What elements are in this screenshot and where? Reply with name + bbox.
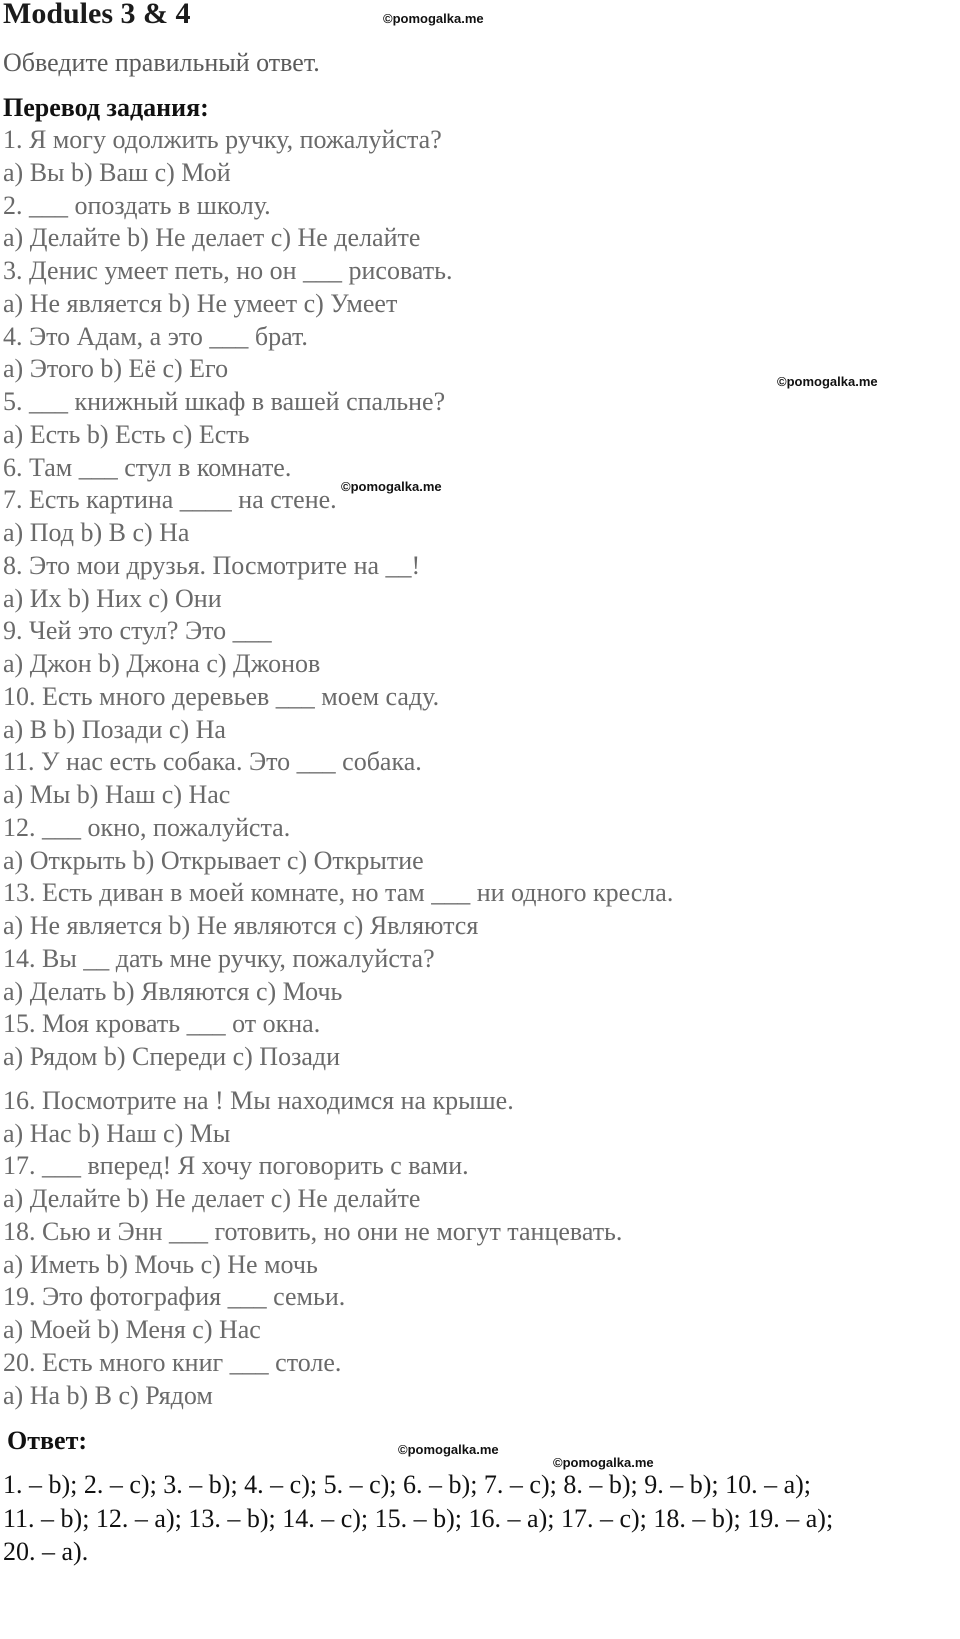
exercise-line: a) Открыть b) Открывает c) Открытие [3,846,424,875]
exercise-line: a) Их b) Них c) Они [3,584,222,613]
answer-heading: Ответ: [7,1426,88,1455]
exercise-line: 17. ___ вперед! Я хочу поговорить с вами. [3,1151,469,1180]
answer-line: 20. – a). [3,1537,89,1566]
exercise-line: 11. У нас есть собака. Это ___ собака. [3,747,422,776]
watermark: ©pomogalka.me [777,374,878,389]
exercise-line: 12. ___ окно, пожалуйста. [3,813,291,842]
translation-heading: Перевод задания: [3,93,209,122]
exercise-line: a) В b) Позади c) На [3,715,226,744]
exercise-line: a) На b) В c) Рядом [3,1381,213,1410]
exercise-line: a) Делать b) Являются c) Мочь [3,977,343,1006]
exercise-line: a) Вы b) Ваш c) Мой [3,158,231,187]
exercise-line: 8. Это мои друзья. Посмотрите на __! [3,551,421,580]
watermark: ©pomogalka.me [341,479,442,494]
exercise-line: 5. ___ книжный шкаф в вашей спальне? [3,387,446,416]
exercise-line: a) Делайте b) Не делает c) Не делайте [3,223,421,252]
exercise-line: a) Рядом b) Спереди c) Позади [3,1042,341,1071]
exercise-line: 6. Там ___ стул в комнате. [3,453,292,482]
answer-line: 1. – b); 2. – c); 3. – b); 4. – c); 5. – c); 6. – b); 7. – c); 8. – b); 9. – b); 10. – a); [3,1470,812,1499]
exercise-line: 10. Есть много деревьев ___ моем саду. [3,682,440,711]
instruction: Обведите правильный ответ. [3,48,320,77]
exercise-line: a) Иметь b) Мочь c) Не мочь [3,1250,318,1279]
watermark: ©pomogalka.me [398,1442,499,1457]
exercise-line: 14. Вы __ дать мне ручку, пожалуйста? [3,944,435,973]
exercise-line: 19. Это фотография ___ семьи. [3,1282,346,1311]
watermark: ©pomogalka.me [383,11,484,26]
exercise-line: a) Не является b) Не умеет c) Умеет [3,289,398,318]
exercise-line: 13. Есть диван в моей комнате, но там ___ ни одного кресла. [3,878,674,907]
exercise-line: 16. Посмотрите на ! Мы находимся на крыше. [3,1086,514,1115]
exercise-line: 15. Моя кровать ___ от окна. [3,1009,321,1038]
exercise-line: 1. Я могу одолжить ручку, пожалуйста? [3,125,442,154]
exercise-line: 2. ___ опоздать в школу. [3,191,271,220]
watermark: ©pomogalka.me [553,1455,654,1470]
exercise-line: 9. Чей это стул? Это ___ [3,616,272,645]
exercise-line: 7. Есть картина ____ на стене. [3,485,337,514]
exercise-line: a) Не является b) Не являются c) Являются [3,911,479,940]
exercise-line: a) Есть b) Есть c) Есть [3,420,250,449]
page-title: Modules 3 & 4 [3,0,191,30]
answer-line: 11. – b); 12. – a); 13. – b); 14. – c); 15. – b); 16. – a); 17. – c); 18. – b); 19. – a); [3,1504,834,1533]
exercise-line: a) Мы b) Наш c) Нас [3,780,231,809]
exercise-line: a) Этого b) Её c) Его [3,354,229,383]
exercise-line: a) Джон b) Джона c) Джонов [3,649,321,678]
exercise-line: a) Моей b) Меня c) Нас [3,1315,261,1344]
exercise-line: a) Нас b) Наш c) Мы [3,1119,231,1148]
exercise-line: 3. Денис умеет петь, но он ___ рисовать. [3,256,453,285]
exercise-line: 18. Сью и Энн ___ готовить, но они не могут танцевать. [3,1217,623,1246]
exercise-line: a) Делайте b) Не делает c) Не делайте [3,1184,421,1213]
exercise-line: 4. Это Адам, а это ___ брат. [3,322,308,351]
exercise-line: a) Под b) В c) На [3,518,190,547]
exercise-line: 20. Есть много книг ___ столе. [3,1348,342,1377]
